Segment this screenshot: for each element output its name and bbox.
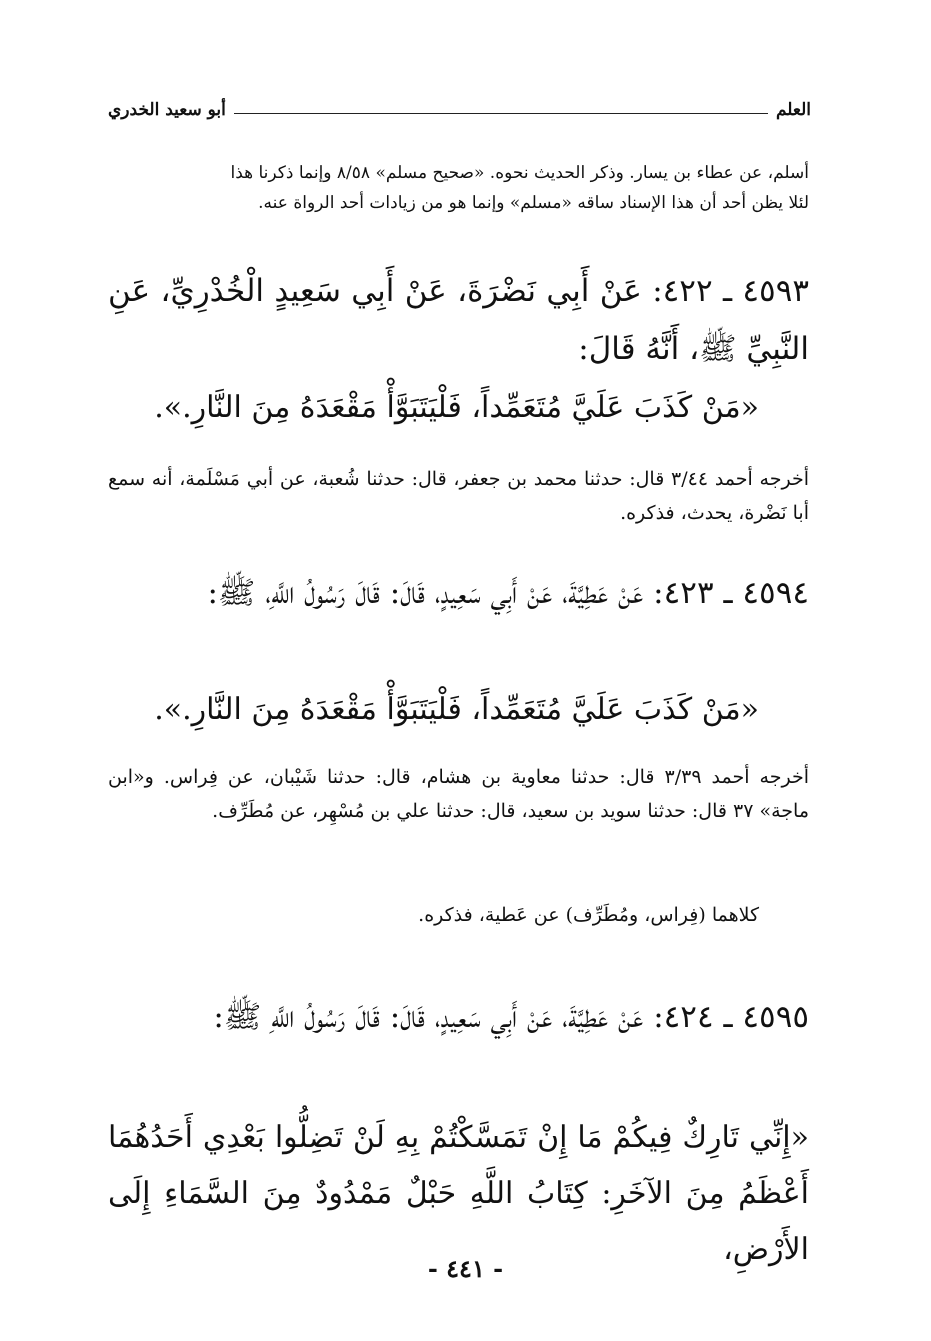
page-number: - ٤٤١ - [427, 1254, 504, 1283]
intro-note-line-2: لئلا يظن أحد أن هذا الإسناد ساقه «مسلم» وإنما هو من زيادات أحد الرواة عنه. [258, 193, 809, 213]
header-section-title: العلم [775, 100, 811, 120]
hadith-4594-summary: كلاهما (فِراس، ومُطَرِّف) عن عَطية، فذكره. [418, 904, 759, 926]
hadith-4594-takhrij: أخرجه أحمد ٣/٣٩ قال: حدثنا معاوية بن هشام، قال: حدثنا شَيْبان، عن فِراس. و«ابن ماجة» ٣٧ قال: حدثنا سويد بن سعيد، قال: حدثنا علي بن مُسْهِر، عن مُطَرِّف. [108, 766, 809, 822]
intro-note [108, 158, 809, 218]
hadith-4595-matn: «إِنِّي تَارِكٌ فِيكُمْ مَا إِنْ تَمَسَّكْتُمْ بِهِ لَنْ تَضِلُّوا بَعْدِي أَحَدُهُمَا أَعْظَمُ مِنَ الآخَرِ: كِتَابُ اللَّهِ حَبْلٌ مَمْدُودٌ مِنَ السَّمَاءِ إِلَى الأَرْضِ، [108, 1120, 809, 1267]
hadith-4593-takhrij: أخرجه أحمد ٣/٤٤ قال: حدثنا محمد بن جعفر، قال: حدثنا شُعبة، عن أبي مَسْلَمة، أنه سمع أبا نَضْرة، يحدث، فذكره. [108, 468, 809, 524]
hadith-4593-matn: «مَنْ كَذَبَ عَلَيَّ مُتَعَمِّداً، فَلْيَتَبَوَّأْ مَقْعَدَهُ مِنَ النَّارِ.». [154, 390, 759, 425]
hadith-4594-matn: «مَنْ كَذَبَ عَلَيَّ مُتَعَمِّداً، فَلْيَتَبَوَّأْ مَقْعَدَهُ مِنَ النَّارِ.». [154, 692, 759, 727]
hadith-4595-isnad: ٤٥٩٥ ـ ٤٢٤: عَنْ عَطِيَّةَ، عَنْ أَبِي سَعِيدٍ، قَالَ: قَالَ رَسُولُ اللَّهِ ﷺ: [213, 999, 809, 1035]
running-header [108, 96, 811, 124]
hadith-4593-isnad: ٤٥٩٣ ـ ٤٢٢: عَنْ أَبِي نَضْرَةَ، عَنْ أَبِي سَعِيدٍ الْخُدْرِيِّ، عَنِ النَّبِيِّ ﷺ، أَنَّهُ قَالَ: [108, 273, 809, 367]
header-narrator-title: أبو سعيد الخدري [108, 100, 226, 120]
intro-note-line-1: أسلم، عن عطاء بن يسار. وذكر الحديث نحوه. «صحيح مسلم» ٨/٥٨ وإنما ذكرنا هذا [230, 163, 809, 183]
header-rule [234, 113, 768, 114]
hadith-4594-isnad: ٤٥٩٤ ـ ٤٢٣: عَنْ عَطِيَّةَ، عَنْ أَبِي سَعِيدٍ، قَالَ: قَالَ رَسُولُ اللَّهِ، ﷺ: [207, 575, 809, 611]
